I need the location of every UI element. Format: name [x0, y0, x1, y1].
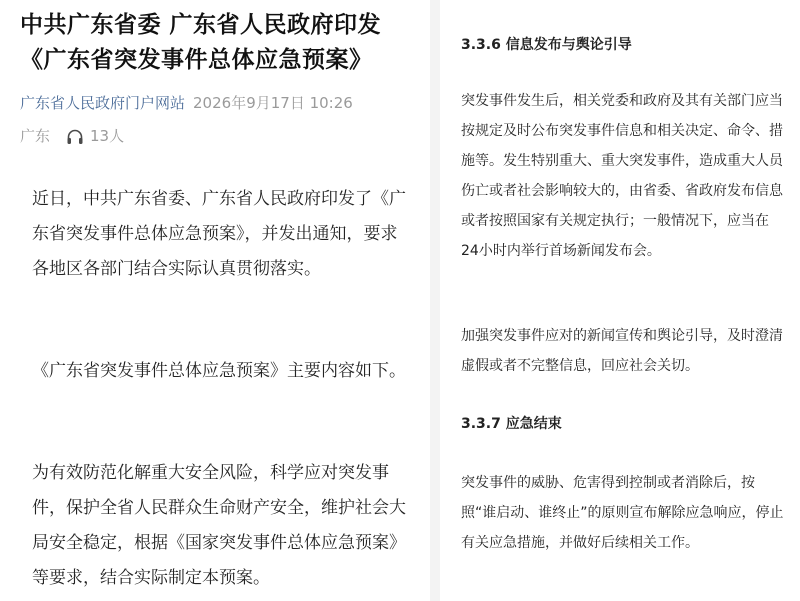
article-meta — [20, 91, 424, 115]
article-paragraph: 近日，中共广东省委、广东省人民政府印发了《广东省突发事件总体应急预案》，并发出通知，要求各地区各部门结合实际认真贯彻落实。 — [32, 189, 406, 279]
section-heading: 3.3.6 信息发布与舆论引导 — [461, 37, 632, 53]
section-paragraph: 突发事件发生后，相关党委和政府及其有关部门应当按规定及时公布突发事件信息和相关决定、命令、措施等。发生特别重大、重大突发事件，造成重大人员伤亡或者社会影响较大的，由省委、省政府发布信息或者按照国家有关规定执行；一般情况下，应当在24小时内举行首场新闻发布会。 — [461, 93, 783, 259]
article-paragraph: 为有效防范化解重大安全风险，科学应对突发事件，保护全省人民群众生命财产安全，维护社会大局安全稳定，根据《国家突发事件总体应急预案》等要求，结合实际制定本预案。 — [32, 463, 406, 588]
section-paragraph: 加强突发事件应对的新闻宣传和舆论引导，及时澄清虚假或者不完整信息，回应社会关切。 — [461, 328, 783, 374]
source-link[interactable]: 广东省人民政府门户网站 — [20, 94, 186, 112]
excerpt-column — [440, 0, 800, 601]
column-divider — [430, 0, 440, 601]
publish-date: 2026年9月17日 10:26 — [193, 94, 353, 112]
section-heading: 3.3.7 应急结束 — [461, 416, 562, 432]
headphones-icon[interactable] — [66, 128, 84, 144]
listener-count: 13人 — [90, 127, 125, 145]
article-paragraph: 《广东省突发事件总体应急预案》主要内容如下。 — [32, 361, 406, 381]
section-paragraph: 突发事件的威胁、危害得到控制或者消除后，按照“谁启动、谁终止”的原则宣布解除应急响应，停止有关应急措施，并做好后续相关工作。 — [461, 475, 784, 551]
article-meta-secondary — [20, 124, 124, 148]
article-headline: 中共广东省委 广东省人民政府印发《广东省突发事件总体应急预案》 — [20, 12, 382, 73]
location-label: 广东 — [20, 127, 51, 145]
